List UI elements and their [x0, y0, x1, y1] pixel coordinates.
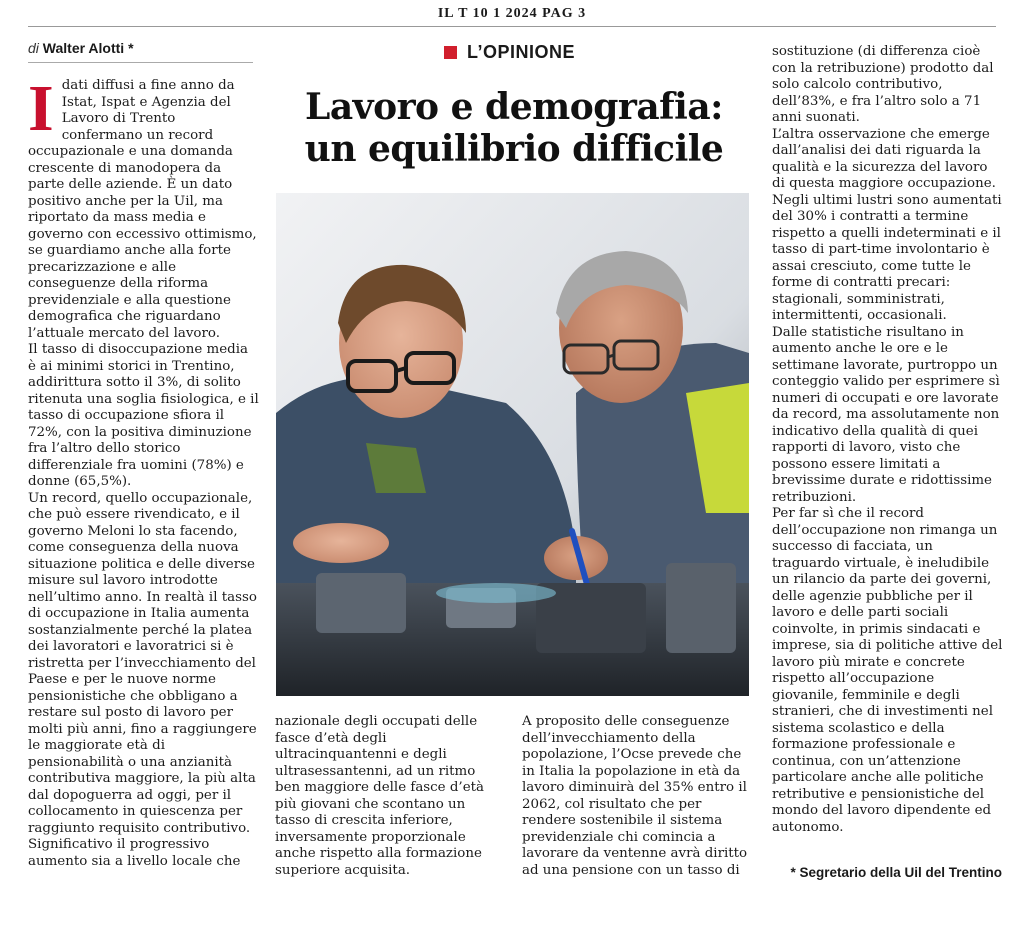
- paragraph: Il tasso di disoccupazione media è ai minimi storici in Trentino, addirittura sotto il 3%, di solito ritenuta una soglia fisiologica, e il tasso di occupazione sfiora il 72%, con la positiva diminuzione fra l’altro dello storico differenziale fra uomini (78%) e donne (65,5%).: [28, 342, 259, 489]
- article-column-4: [772, 44, 1004, 889]
- paragraph: A proposito delle conseguenze dell’invecchiamento della popolazione, l’Ocse prevede che in Italia la popolazione in età da lavoro diminuirà del 35% entro il 2062, col risultato che per rendere sostenibile il sistema previdenziale chi comincia a lavorare da ventenne avrà diritto ad una pensione con un tasso di: [522, 714, 748, 878]
- byline-prefix: di: [28, 40, 39, 56]
- paragraph: Significativo il progressivo aumento sia a livello locale che: [28, 837, 241, 869]
- paragraph: sostituzione (di differenza cioè con la retribuzione) prodotto dal solo calcolo contributivo, dell’83%, e fra l’altro solo a 71 anni suonati.: [772, 44, 994, 125]
- section-label-text: L’OPINIONE: [467, 42, 576, 62]
- byline: [28, 40, 253, 56]
- article-headline: [276, 86, 752, 170]
- article-column-1: [28, 72, 260, 888]
- byline-divider: [28, 62, 253, 63]
- article-column-3: [522, 714, 752, 889]
- red-square-icon: [444, 46, 457, 59]
- article-column-2: [275, 714, 497, 889]
- article-photo: [276, 193, 749, 696]
- headline-line-1: Lavoro e demografia:: [305, 86, 723, 128]
- paragraph: Un record, quello occupazionale, che può essere rivendicato, e il governo Meloni lo sta facendo, come conseguenza della nuova situazione politica e delle diverse misure sul lavoro introdotte nell’ultimo anno. In realtà il tasso di occupazione in Italia aumenta sostanzialmente perché la platea dei lavoratori e lavoratrici si è ristretta per l’invecchiamento del Paese e per le nuove norme pensionistiche che obbligano a restare sul posto di lavoro per molti più anni, fino a raggiungere le maggiorate età di pensionabilità o una anzianità contributiva maggiore, la più alta dal dopoguerra ad oggi, per il collocamento in quiescenza per raggiunto requisito contributivo.: [28, 490, 257, 836]
- paragraph: Dalle statistiche risultano in aumento anche le ore e le settimane lavorate, purtroppo un conteggio valido per esprimere sì numeri di occupati e ore lavorate da record, ma assolutamente non indicativo della qualità di quei rapporti di lavoro, visto che possono essere limitati a brevissime durate e ridottissime retribuzioni.: [772, 324, 1000, 505]
- headline-line-2: un equilibrio difficile: [304, 128, 724, 170]
- paragraph: dati diffusi a fine anno da Istat, Ispat e Agenzia del Lavoro di Trento confermano un record occupazionale e una domanda crescente di manodopera da parte delle aziende. È un dato positivo anche per la Uil, ma riportato da mass media e governo con eccessivo ottimismo, se guardiamo anche alla forte precarizzazione e alle conseguenze della riforma previdenziale e alla questione demografica che riguardano l’attuale mercato del lavoro.: [28, 78, 257, 341]
- top-divider: [28, 26, 996, 27]
- drop-cap: I: [28, 72, 54, 145]
- newspaper-masthead: IL T 10 1 2024 PAG 3: [437, 6, 587, 21]
- byline-author: Walter Alotti *: [42, 40, 134, 56]
- section-label: [444, 42, 575, 63]
- paragraph: L’altra osservazione che emerge dall’analisi dei dati riguarda la qualità e la sicurezza del lavoro di questa maggiore occupazione. Negli ultimi lustri sono aumentati del 30% i contratti a termine rispetto a quelli indeterminati e il tasso di part-time involontario è assai cresciuto, come tutte le forme di contratti precari: stagionali, somministrati, intermittenti, occasionali.: [772, 126, 1002, 323]
- two-workers-photo-icon: [276, 193, 749, 696]
- paragraph: nazionale degli occupati delle fasce d’età degli ultracinquantenni e degli ultrasessantenni, ad un ritmo ben maggiore delle fasce d’età più giovani che scontano un tasso di crescita inferiore, inversamente proporzionale anche rispetto alla formazione superiore acquisita.: [275, 714, 484, 878]
- author-footnote: * Segretario della Uil del Trentino: [790, 865, 1002, 880]
- paragraph: Per far sì che il record dell’occupazione non rimanga un successo di facciata, un traguardo virtuale, è ineludibile un rilancio da parte dei governi, delle agenzie pubbliche per il lavoro e delle parti sociali coinvolte, in primis sindacati e imprese, sia di politiche attive del lavoro più mirate e concrete rispetto all’occupazione giovanile, femminile e degli stranieri, che di investimenti nel sistema scolastico e della formazione professionale e continua, con un’attenzione particolare anche alle politiche retributive e pensionistiche del mondo del lavoro dipendente ed autonomo.: [772, 506, 1003, 835]
